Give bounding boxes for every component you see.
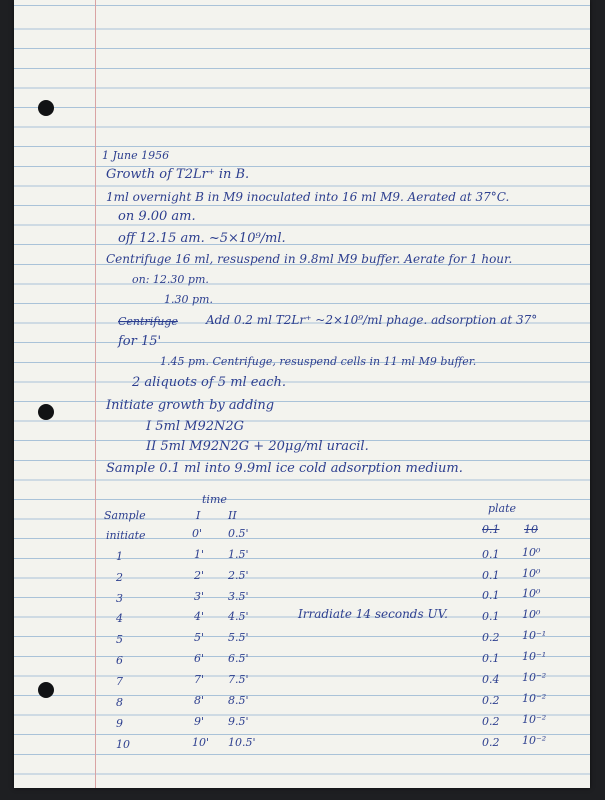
table-cell-dilution: 10⁰ bbox=[522, 567, 541, 580]
note-line: Initiate growth by adding bbox=[106, 398, 275, 413]
table-cell-time-II: 5.5' bbox=[228, 631, 249, 644]
note-line: on: 12.30 pm. bbox=[132, 273, 209, 286]
punch-hole bbox=[38, 404, 54, 420]
plate-struck: 0.1 bbox=[482, 523, 500, 536]
table-cell-time-II: 8.5' bbox=[228, 694, 249, 707]
table-cell-time-II: 7.5' bbox=[228, 673, 249, 686]
table-cell-dilution: 10⁻² bbox=[522, 713, 547, 726]
table-cell-sample: 6 bbox=[116, 654, 123, 667]
table-cell-dilution: 10⁻² bbox=[522, 692, 547, 705]
table-cell-time-II: 6.5' bbox=[228, 652, 249, 665]
note-line: for 15' bbox=[118, 334, 162, 349]
plate-header: plate bbox=[488, 502, 517, 515]
col-II-header: II bbox=[228, 509, 237, 522]
table-cell-time-II: 3.5' bbox=[228, 590, 249, 603]
table-cell-time-II: 1.5' bbox=[228, 548, 249, 561]
table-cell-time-II: 4.5' bbox=[228, 610, 249, 623]
table-cell-sample: 1 bbox=[116, 550, 123, 563]
table-cell-time-II: 9.5' bbox=[228, 715, 249, 728]
table-cell-sample: 3 bbox=[116, 592, 123, 605]
table-cell-sample: 10 bbox=[116, 738, 130, 751]
table-cell-plate-vol: 0.4 bbox=[482, 673, 500, 686]
table-cell-sample: 8 bbox=[116, 696, 123, 709]
table-cell-time-I: 2' bbox=[194, 569, 205, 582]
table-cell-time-I: 4' bbox=[194, 610, 205, 623]
table-cell-time-I: 1' bbox=[194, 548, 205, 561]
table-cell-sample: 2 bbox=[116, 571, 123, 584]
struck-word: Centrifuge bbox=[118, 315, 178, 328]
table-cell-plate-vol: 0.2 bbox=[482, 694, 500, 707]
note-line: Centrifuge 16 ml, resuspend in 9.8ml M9 buffer. Aerate for 1 hour. bbox=[106, 252, 513, 266]
table-cell-time-I: 8' bbox=[194, 694, 205, 707]
note-line: on 9.00 am. bbox=[118, 209, 196, 224]
table-cell-sample: 9 bbox=[116, 717, 123, 730]
table-cell-sample: 4 bbox=[116, 612, 123, 625]
note-line: 1ml overnight B in M9 inoculated into 16 ml M9. Aerated at 37°C. bbox=[106, 190, 510, 204]
table-cell-dilution: 10⁻² bbox=[522, 671, 547, 684]
punch-hole bbox=[38, 682, 54, 698]
table-cell-plate-vol: 0.1 bbox=[482, 569, 500, 582]
note-line: 2 aliquots of 5 ml each. bbox=[132, 375, 287, 390]
table-cell-sample: 7 bbox=[116, 675, 123, 688]
note-line: 1.30 pm. bbox=[164, 293, 213, 306]
table-cell-plate-vol: 0.2 bbox=[482, 736, 500, 749]
table-cell-time-I: 0' bbox=[192, 527, 203, 540]
table-cell-plate-vol: 0.1 bbox=[482, 589, 500, 602]
note-line: Sample 0.1 ml into 9.9ml ice cold adsorption medium. bbox=[106, 461, 463, 476]
note-line: I 5ml M92N2G bbox=[146, 419, 245, 434]
table-cell-dilution: 10⁻¹ bbox=[522, 629, 547, 642]
plate-struck: 10 bbox=[524, 523, 538, 536]
time-header: time bbox=[202, 493, 227, 506]
note-line: Growth of T2Lr⁺ in B. bbox=[106, 167, 250, 182]
table-cell-dilution: 10⁰ bbox=[522, 546, 541, 559]
table-cell-time-I: 7' bbox=[194, 673, 205, 686]
table-cell-sample: 5 bbox=[116, 633, 123, 646]
table-cell-time-I: 10' bbox=[192, 736, 210, 749]
table-cell-plate-vol: 0.1 bbox=[482, 548, 500, 561]
note-line: 1.45 pm. Centrifuge, resuspend cells in 11 ml M9 buffer. bbox=[160, 355, 477, 368]
sample-header: Sample bbox=[104, 509, 146, 522]
notebook-page bbox=[14, 0, 590, 788]
table-cell-sample: initiate bbox=[106, 529, 146, 542]
table-cell-time-II: 2.5' bbox=[228, 569, 249, 582]
table-cell-plate-vol: 0.1 bbox=[482, 652, 500, 665]
table-cell-time-I: 5' bbox=[194, 631, 205, 644]
irradiate-note: Irradiate 14 seconds UV. bbox=[298, 607, 448, 621]
note-line: Add 0.2 ml T2Lr⁺ ~2×10⁹/ml phage. adsorption at 37° bbox=[206, 313, 538, 327]
table-cell-time-I: 6' bbox=[194, 652, 205, 665]
table-cell-time-I: 3' bbox=[194, 590, 205, 603]
col-I-header: I bbox=[196, 509, 201, 522]
table-cell-plate-vol: 0.2 bbox=[482, 715, 500, 728]
date-heading: 1 June 1956 bbox=[102, 149, 170, 162]
table-cell-dilution: 10⁰ bbox=[522, 608, 541, 621]
note-line: off 12.15 am. ~5×10⁹/ml. bbox=[118, 231, 286, 246]
table-cell-time-II: 10.5' bbox=[228, 736, 256, 749]
table-cell-dilution: 10⁻¹ bbox=[522, 650, 547, 663]
table-cell-plate-vol: 0.2 bbox=[482, 631, 500, 644]
table-cell-plate-vol: 0.1 bbox=[482, 610, 500, 623]
table-cell-time-I: 9' bbox=[194, 715, 205, 728]
punch-hole bbox=[38, 100, 54, 116]
table-cell-dilution: 10⁻² bbox=[522, 734, 547, 747]
table-cell-time-II: 0.5' bbox=[228, 527, 249, 540]
table-cell-dilution: 10⁰ bbox=[522, 587, 541, 600]
note-line: II 5ml M92N2G + 20μg/ml uracil. bbox=[146, 439, 369, 454]
